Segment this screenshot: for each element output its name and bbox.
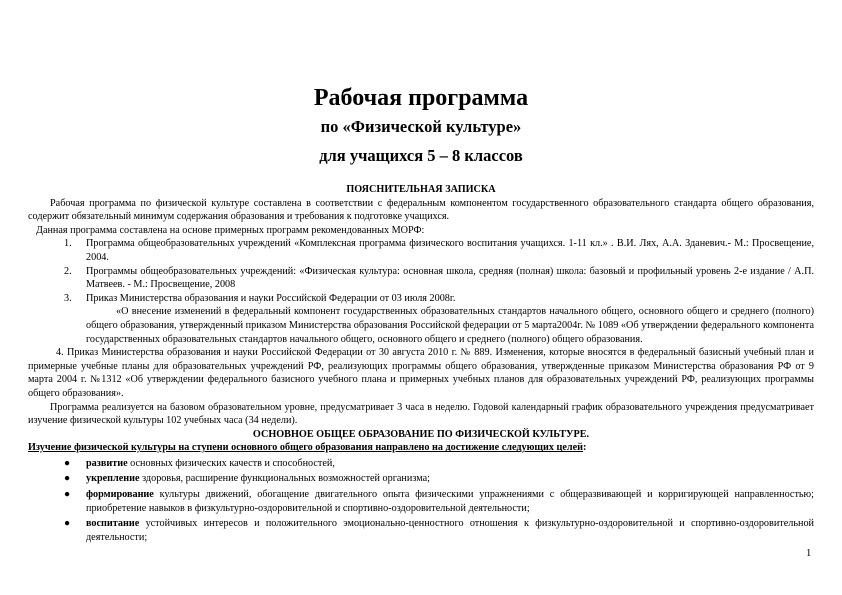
list-text: Программы общеобразовательных учреждений: «Физическая культура: основная школа, средняя (полная) школа: базовый и профильный уровень 2-е издание / А.П. Матвеев. - М.: Просвещение, 2008	[86, 265, 814, 291]
list-item	[28, 292, 814, 306]
list-item	[28, 488, 814, 515]
list-item	[28, 237, 814, 264]
based-on-text: Данная программа составлена на основе примерных программ рекомендованных МОРФ:	[36, 224, 425, 236]
goal-text: основных физических качеств и способностей,	[127, 457, 335, 469]
bullet-icon: ●	[64, 473, 71, 485]
goals-intro-text: Изучение физической культуры на ступени основного общего образования направлено на достижение следующих целей	[28, 442, 584, 454]
explanatory-note	[28, 183, 814, 544]
bullet-icon: ●	[64, 457, 71, 469]
sources-list	[28, 237, 814, 305]
grades-line: для учащихся 5 – 8 классов	[319, 146, 523, 165]
bullet-icon: ●	[64, 489, 71, 501]
list-number: 3.	[64, 292, 72, 304]
list-number: 1.	[64, 238, 72, 250]
goal-text: культуры движений, обогащение двигательного опыта физическими упражнениями с общеразвивающей и корригирующей направленностью; приобретение навыков в физкультурно-оздоровительной и спортивно-оздоровительной деятельности;	[86, 489, 814, 514]
goal-term: формирование	[86, 489, 154, 501]
goals-intro-colon: :	[583, 442, 587, 454]
goal-text: здоровья, расширение функциональных возможностей организма;	[139, 473, 430, 485]
order-item-4: 4. Приказ Министерства образования и науки Российской Федерации от 30 августа 2010 г. № 889. Изменения, которые вносятся в федеральный базисный учебный план и примерные учебные планы для образовательных учреждений РФ, реализующих программы общего образования, утвержденные приказом Министерства образования РФ от 9 марта 2004 г. №1312 «Об утверждении федерального базисного учебного плана и примерных учебных планов для образовательных учреждений РФ, реализующих программы общего образования».	[28, 347, 814, 399]
goals-intro	[28, 441, 814, 455]
list-number: 2.	[64, 265, 72, 277]
page-number: 1	[806, 548, 812, 559]
order-quote: «О внесение изменений в федеральный компонент государственных образовательных стандартов начального общего, основного общего и среднего (полного) общего образования, утвержденный приказом Министерства образования Российской федерации от 5 марта2004г. № 1089 «Об утверждении федерального компонента государственных образовательных стандартов начального общего, основного общего и среднего (полного) общего образования.	[86, 306, 814, 345]
goal-term: воспитание	[86, 518, 140, 530]
hours-text: Программа реализуется на базовом образовательном уровне, предусматривает 3 часа в неделю. Годовой календарный график образовательного учреждения предусматривает изучение физической культуры 102 учебных часа (34 недели).	[28, 401, 814, 427]
page-subtitle: по «Физической культуре»	[320, 117, 522, 136]
list-item	[28, 265, 814, 292]
list-text: Программа общеобразовательных учреждений «Комплексная программа физического воспитания учащихся. 1-11 кл.» . В.И. Лях, А.А. Зданевич.- М.: Просвещение, 2004.	[86, 238, 814, 263]
goals-list	[28, 457, 814, 545]
list-item	[28, 457, 814, 471]
list-text: Приказ Министерства образования и науки Российской Федерации от 03 июля 2008г.	[86, 292, 456, 304]
bullet-icon: ●	[64, 518, 71, 530]
page-title: Рабочая программа	[313, 85, 529, 111]
note-heading: ПОЯСНИТЕЛЬНАЯ ЗАПИСКА	[346, 184, 496, 195]
goal-text: устойчивых интересов и положительного эмоционально-ценностного отношения к физкультурно-оздоровительной и спортивно-оздоровительной деятельности;	[86, 518, 814, 543]
list-item	[28, 472, 814, 486]
goal-term: укрепление	[86, 473, 140, 485]
section-heading: ОСНОВНОЕ ОБЩЕЕ ОБРАЗОВАНИЕ ПО ФИЗИЧЕСКОЙ КУЛЬТУРЕ.	[252, 428, 590, 440]
note-intro: Рабочая программа по физической культуре составлена в соответствии с федеральным компонентом государственного образовательного стандарта общего образования, содержит обязательный минимум содержания образования и требования к подготовке учащихся.	[28, 197, 814, 223]
goal-term: развитие	[86, 457, 128, 469]
list-item	[28, 517, 814, 544]
